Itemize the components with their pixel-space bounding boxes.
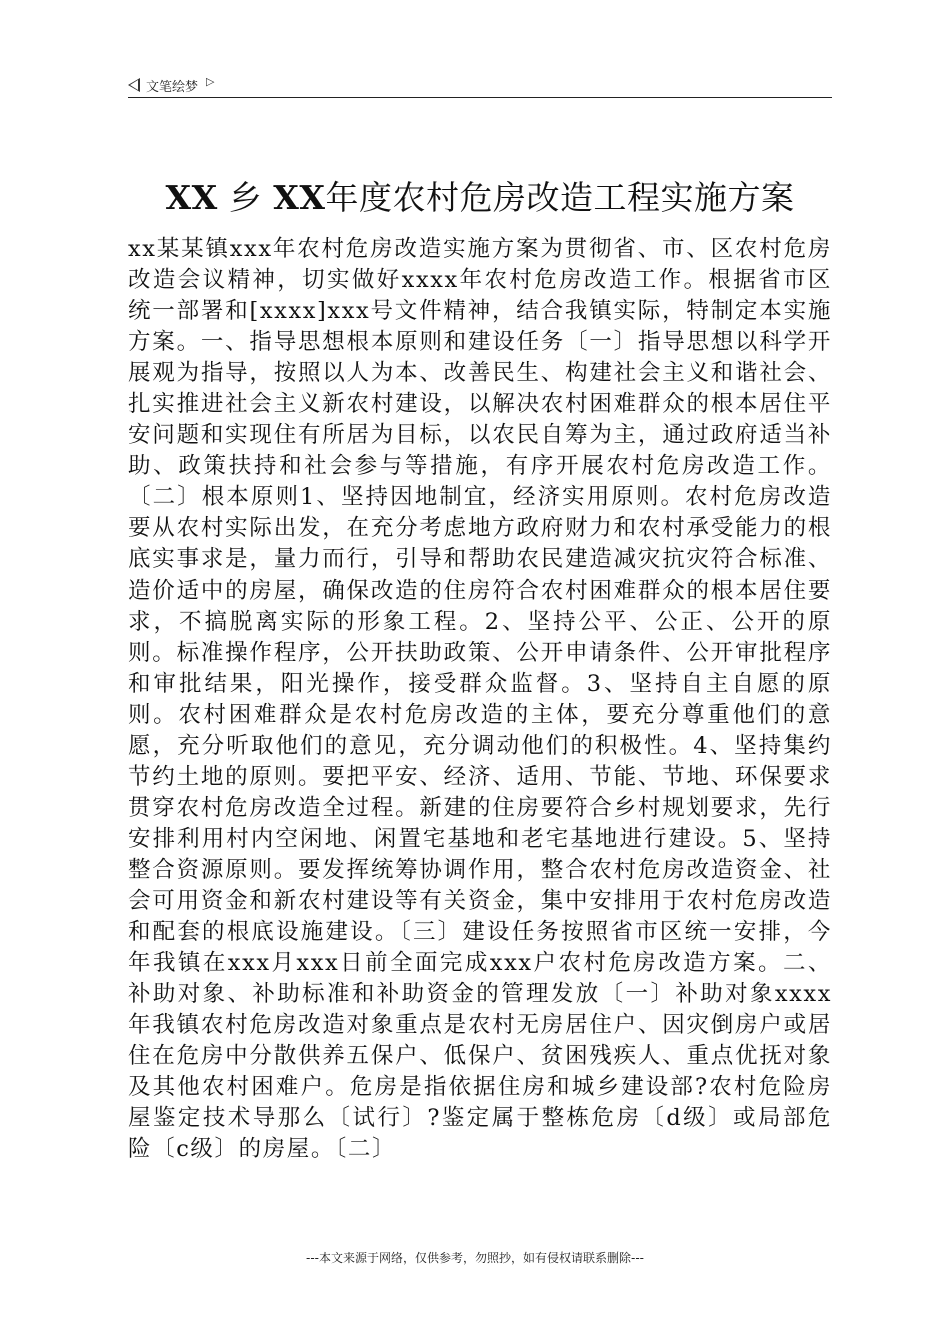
- page-header: [128, 74, 214, 96]
- triangle-right-icon: ▷: [206, 74, 215, 88]
- triangle-left-icon: [128, 78, 140, 92]
- page-footer: ---本文来源于网络，仅供参考，勿照抄，如有侵权请联系删除---: [306, 1251, 644, 1265]
- title-segment: XX: [273, 178, 326, 217]
- document-title: [128, 178, 832, 218]
- title-segment: XX: [165, 178, 218, 217]
- title-segment: 乡: [228, 178, 263, 217]
- header-label: 文笔绘梦: [146, 79, 199, 95]
- title-segment: 年度农村危房改造工程实施方案: [325, 178, 795, 217]
- document-body: xx某某镇xxx年农村危房改造实施方案为贯彻省、市、区农村危房改造会议精神，切实做好xxxx年农村危房改造工作。根据省市区统一部署和[xxxx]xxx号文件精神，结合我镇实际，特制定本实施方案。一、指导思想根本原则和建设任务〔一〕指导思想以科学开展观为指导，按照以人为本、改善民生、构建社会主义和谐社会、扎实推进社会主义新农村建设，以解决农村困难群众的根本居住平安问题和实现住有所居为目标，以农民自筹为主，通过政府适当补助、政策扶持和社会参与等措施，有序开展农村危房改造工作。〔二〕根本原则1、坚持因地制宜，经济实用原则。农村危房改造要从农村实际出发，在充分考虑地方政府财力和农村承受能力的根底实事求是，量力而行，引导和帮助农民建造减灾抗灾符合标准、造价适中的房屋，确保改造的住房符合农村困难群众的根本居住要求，不搞脱离实际的形象工程。2、坚持公平、公正、公开的原则。标准操作程序，公开扶助政策、公开申请条件、公开审批程序和审批结果，阳光操作，接受群众监督。3、坚持自主自愿的原则。农村困难群众是农村危房改造的主体，要充分尊重他们的意愿，充分听取他们的意见，充分调动他们的积极性。4、坚持集约节约土地的原则。要把平安、经济、适用、节能、节地、环保要求贯穿农村危房改造全过程。新建的住房要符合乡村规划要求，先行安排利用村内空闲地、闲置宅基地和老宅基地进行建设。5、坚持整合资源原则。要发挥统筹协调作用，整合农村危房改造资金、社会可用资金和新农村建设等有关资金，集中安排用于农村危房改造和配套的根底设施建设。〔三〕建设任务按照省市区统一安排，今年我镇在xxx月xxx日前全面完成xxx户农村危房改造方案。二、补助对象、补助标准和补助资金的管理发放〔一〕补助对象xxxx年我镇农村危房改造对象重点是农村无房居住户、因灾倒房户或居住在危房中分散供养五保户、低保户、贫困残疾人、重点优抚对象及其他农村困难户。危房是指依据住房和城乡建设部?农村危险房屋鉴定技术导那么〔试行〕?鉴定属于整栋危房〔d级〕或局部危险〔c级〕的房屋。〔二〕: [128, 236, 832, 1163]
- header-divider: [128, 97, 832, 98]
